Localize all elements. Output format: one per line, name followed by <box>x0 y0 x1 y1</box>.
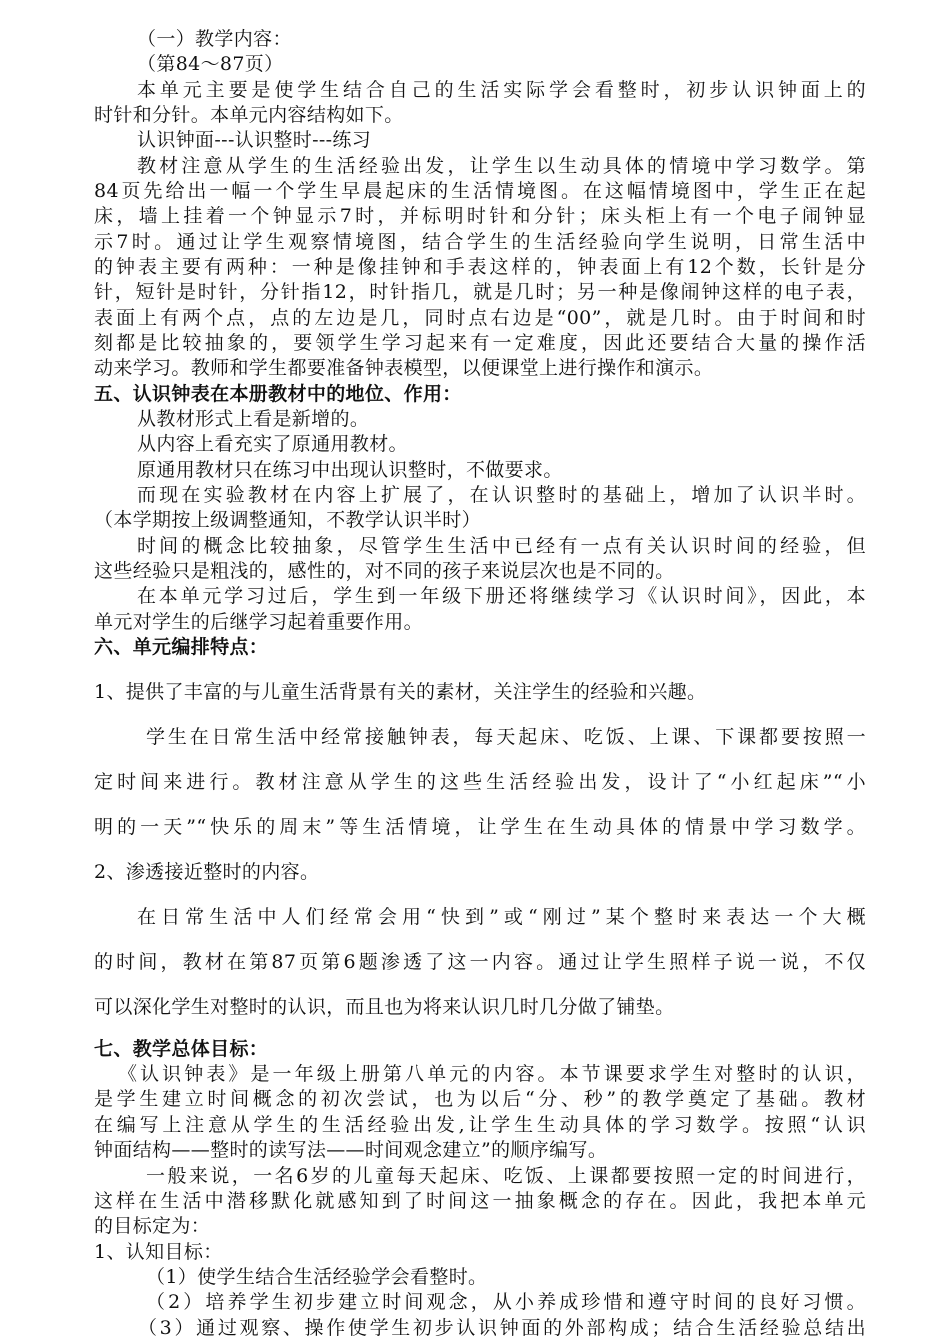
list-item: 1、提供了丰富的与儿童生活背景有关的素材，关注学生的经验和兴趣。 <box>94 681 707 703</box>
paragraph-line: 钟面结构——整时的读写法——时间观念建立”的顺序编写。 <box>94 1139 608 1161</box>
paragraph-line: 原通用教材只在练习中出现认识整时，不做要求。 <box>137 459 563 481</box>
paragraph-line: 在编写上注意从学生的生活经验出发,让学生生动具体的学习数学。按照“认识 <box>94 1114 866 1136</box>
paragraph-line: 从教材形式上看是新增的。 <box>137 408 370 430</box>
structure-line: 认识钟面---认识整时---练习 <box>137 129 372 151</box>
paragraph-line: 单元对学生的后继学习起着重要作用。 <box>94 611 423 633</box>
paragraph-line: 教材注意从学生的生活经验出发，让学生以生动具体的情境中学习数学。第 <box>137 155 866 177</box>
paragraph-line: 《认识钟表》是一年级上册第八单元的内容。本节课要求学生对整时的认识， <box>118 1063 866 1085</box>
paragraph-line: 的时间，教材在第87页第6题渗透了这一内容。通过让学生照样子说一说，不仅 <box>94 951 866 973</box>
paragraph-line: 本单元主要是使学生结合自己的生活实际学会看整时，初步认识钟面上的 <box>137 79 866 101</box>
paragraph-line: 这些经验只是粗浅的，感性的，对不同的孩子来说层次也是不同的。 <box>94 560 675 582</box>
section-heading-six: 六、单元编排特点： <box>94 636 269 658</box>
paragraph-line: 表面上有两个点，点的左边是几，同时点右边是“00”，就是几时。由于时间和时 <box>94 307 866 329</box>
paragraph-line: 针，短针是时针，分针指12，时针指几，就是几时；另一种是像闹钟这样的电子表， <box>94 281 866 303</box>
paragraph-line: 可以深化学生对整时的认识，而且也为将来认识几时几分做了铺垫。 <box>94 996 675 1018</box>
paragraph-line: 学生在日常生活中经常接触钟表，每天起床、吃饭、上课、下课都要按照一 <box>146 726 866 748</box>
paragraph-line: 一般来说，一名6岁的儿童每天起床、吃饭、上课都要按照一定的时间进行， <box>146 1165 866 1187</box>
paragraph-line: 时间的概念比较抽象，尽管学生生活中已经有一点有关认识时间的经验，但 <box>137 535 866 557</box>
paragraph-line: 而现在实验教材在内容上扩展了，在认识整时的基础上，增加了认识半时。 <box>137 484 866 506</box>
paragraph-line: 刻都是比较抽象的，要领学生学习起来有一定难度，因此还要结合大量的操作活 <box>94 332 866 354</box>
subheading-teaching-content: （一）教学内容： <box>137 28 292 50</box>
paragraph-line: 示7时。通过让学生观察情境图，结合学生的生活经验向学生说明，日常生活中 <box>94 231 866 253</box>
list-item: 1、认知目标： <box>94 1241 223 1263</box>
list-item: （2）培养学生初步建立时间观念，从小养成珍惜和遵守时间的良好习惯。 <box>146 1291 866 1313</box>
paragraph-line: 定时间来进行。教材注意从学生的这些生活经验出发，设计了“小红起床”“小 <box>94 771 866 793</box>
paragraph-line: 在本单元学习过后，学生到一年级下册还将继续学习《认识时间》，因此，本 <box>137 585 866 607</box>
list-item: 2、渗透接近整时的内容。 <box>94 861 320 883</box>
paragraph-line: 的目标定为： <box>94 1215 211 1237</box>
paragraph-line: 动来学习。教师和学生都要准备钟表模型，以便课堂上进行操作和演示。 <box>94 357 714 379</box>
paragraph-line: 这样在生活中潜移默化就感知到了时间这一抽象概念的存在。因此，我把本单元 <box>94 1190 866 1212</box>
section-heading-seven: 七、教学总体目标： <box>94 1038 269 1060</box>
paragraph-line: （本学期按上级调整通知，不教学认识半时） <box>94 509 482 531</box>
paragraph-line: 床，墙上挂着一个钟显示7时，并标明时针和分针；床头柜上有一个电子闹钟显 <box>94 205 866 227</box>
paragraph-line: 是学生建立时间概念的初次尝试，也为以后“分、秒”的教学奠定了基础。教材 <box>94 1088 866 1110</box>
paragraph-line: 从内容上看充实了原通用教材。 <box>137 433 408 455</box>
list-item: （3）通过观察、操作使学生初步认识钟面的外部构成；结合生活经验总结出 <box>138 1317 866 1339</box>
list-item: （1）使学生结合生活经验学会看整时。 <box>146 1266 488 1288</box>
paragraph-line: 的钟表主要有两种：一种是像挂钟和手表这样的，钟表面上有12个数，长针是分 <box>94 256 866 278</box>
paragraph-line: 84页先给出一幅一个学生早晨起床的生活情境图。在这幅情境图中，学生正在起 <box>94 180 866 202</box>
paragraph-line: 时针和分针。本单元内容结构如下。 <box>94 104 404 126</box>
paragraph-line: 在日常生活中人们经常会用“快到”或“刚过”某个整时来表达一个大概 <box>137 906 866 928</box>
section-heading-five: 五、认识钟表在本册教材中的地位、作用： <box>94 383 462 405</box>
paragraph-line: 明的一天”“快乐的周末”等生活情境，让学生在生动具体的情景中学习数学。 <box>94 816 866 838</box>
page-range-line: （第84～87页） <box>137 53 284 75</box>
